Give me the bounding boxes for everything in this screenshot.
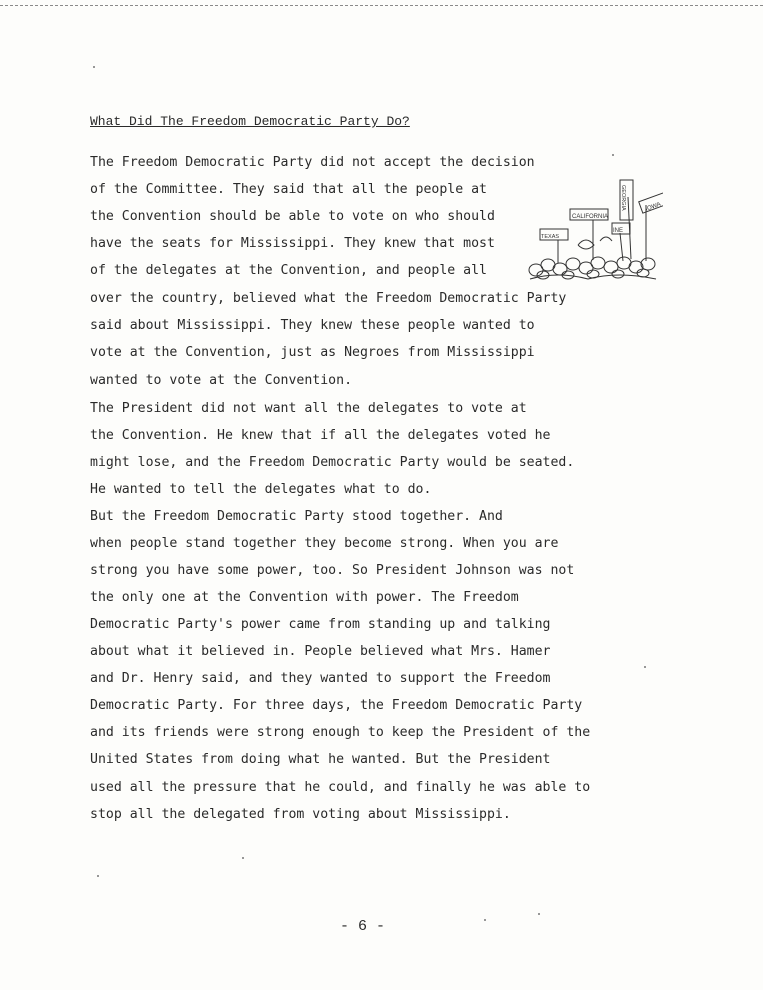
text-line: and Dr. Henry said, and they wanted to support the Freedom [90, 671, 551, 686]
text-line: United States from doing what he wanted. But the President [90, 752, 551, 767]
text-line: said about Mississippi. They knew these people wanted to [90, 318, 535, 333]
text-line: Democratic Party's power came from standing up and talking [90, 617, 551, 632]
scan-speck [538, 913, 540, 915]
text-line: strong you have some power, too. So President Johnson was not [90, 563, 575, 578]
sign-iowa: IOWA [644, 201, 662, 213]
text-line: over the country, believed what the Freedom Democratic Party [90, 291, 567, 306]
text-line: might lose, and the Freedom Democratic Party would be seated. [90, 455, 575, 470]
text-line: the Convention. He knew that if all the delegates voted he [90, 428, 551, 443]
scan-speck [242, 857, 244, 859]
scan-speck [612, 154, 614, 156]
text-line: have the seats for Mississippi. They knew that most [90, 236, 495, 251]
text-line: Democratic Party. For three days, the Freedom Democratic Party [90, 698, 583, 713]
text-line: vote at the Convention, just as Negroes from Mississippi [90, 345, 535, 360]
text-line: He wanted to tell the delegates what to do. [90, 482, 432, 497]
text-line: when people stand together they become strong. When you are [90, 536, 559, 551]
text-line: and its friends were strong enough to keep the President of the [90, 725, 591, 740]
section-heading: What Did The Freedom Democratic Party Do? [90, 114, 410, 129]
text-line: of the Committee. They said that all the people at [90, 182, 487, 197]
text-line: about what it believed in. People believed what Mrs. Hamer [90, 644, 551, 659]
text-line: stop all the delegated from voting about Mississippi. [90, 807, 511, 822]
sign-california: CALIFORNIA [572, 214, 609, 220]
scan-speck [644, 666, 646, 668]
page-number: - 6 - [340, 918, 386, 935]
page-top-edge [0, 0, 763, 6]
scan-speck [97, 875, 99, 877]
text-line: used all the pressure that he could, and finally he was able to [90, 780, 591, 795]
sign-georgia: GEORGIA [620, 185, 626, 211]
text-line: the only one at the Convention with power. The Freedom [90, 590, 519, 605]
sign-texas: TEXAS [541, 234, 560, 240]
scan-speck [484, 919, 486, 921]
text-line: The President did not want all the delegates to vote at [90, 401, 527, 416]
sign-ine: INE [613, 228, 624, 234]
text-line: But the Freedom Democratic Party stood together. And [90, 509, 503, 524]
scan-speck [93, 66, 95, 68]
text-line: of the delegates at the Convention, and people all [90, 263, 487, 278]
text-line: the Convention should be able to vote on who should [90, 209, 495, 224]
convention-crowd-illustration [528, 175, 663, 285]
text-line: wanted to vote at the Convention. [90, 373, 353, 388]
text-line: The Freedom Democratic Party did not accept the decision [90, 155, 535, 170]
